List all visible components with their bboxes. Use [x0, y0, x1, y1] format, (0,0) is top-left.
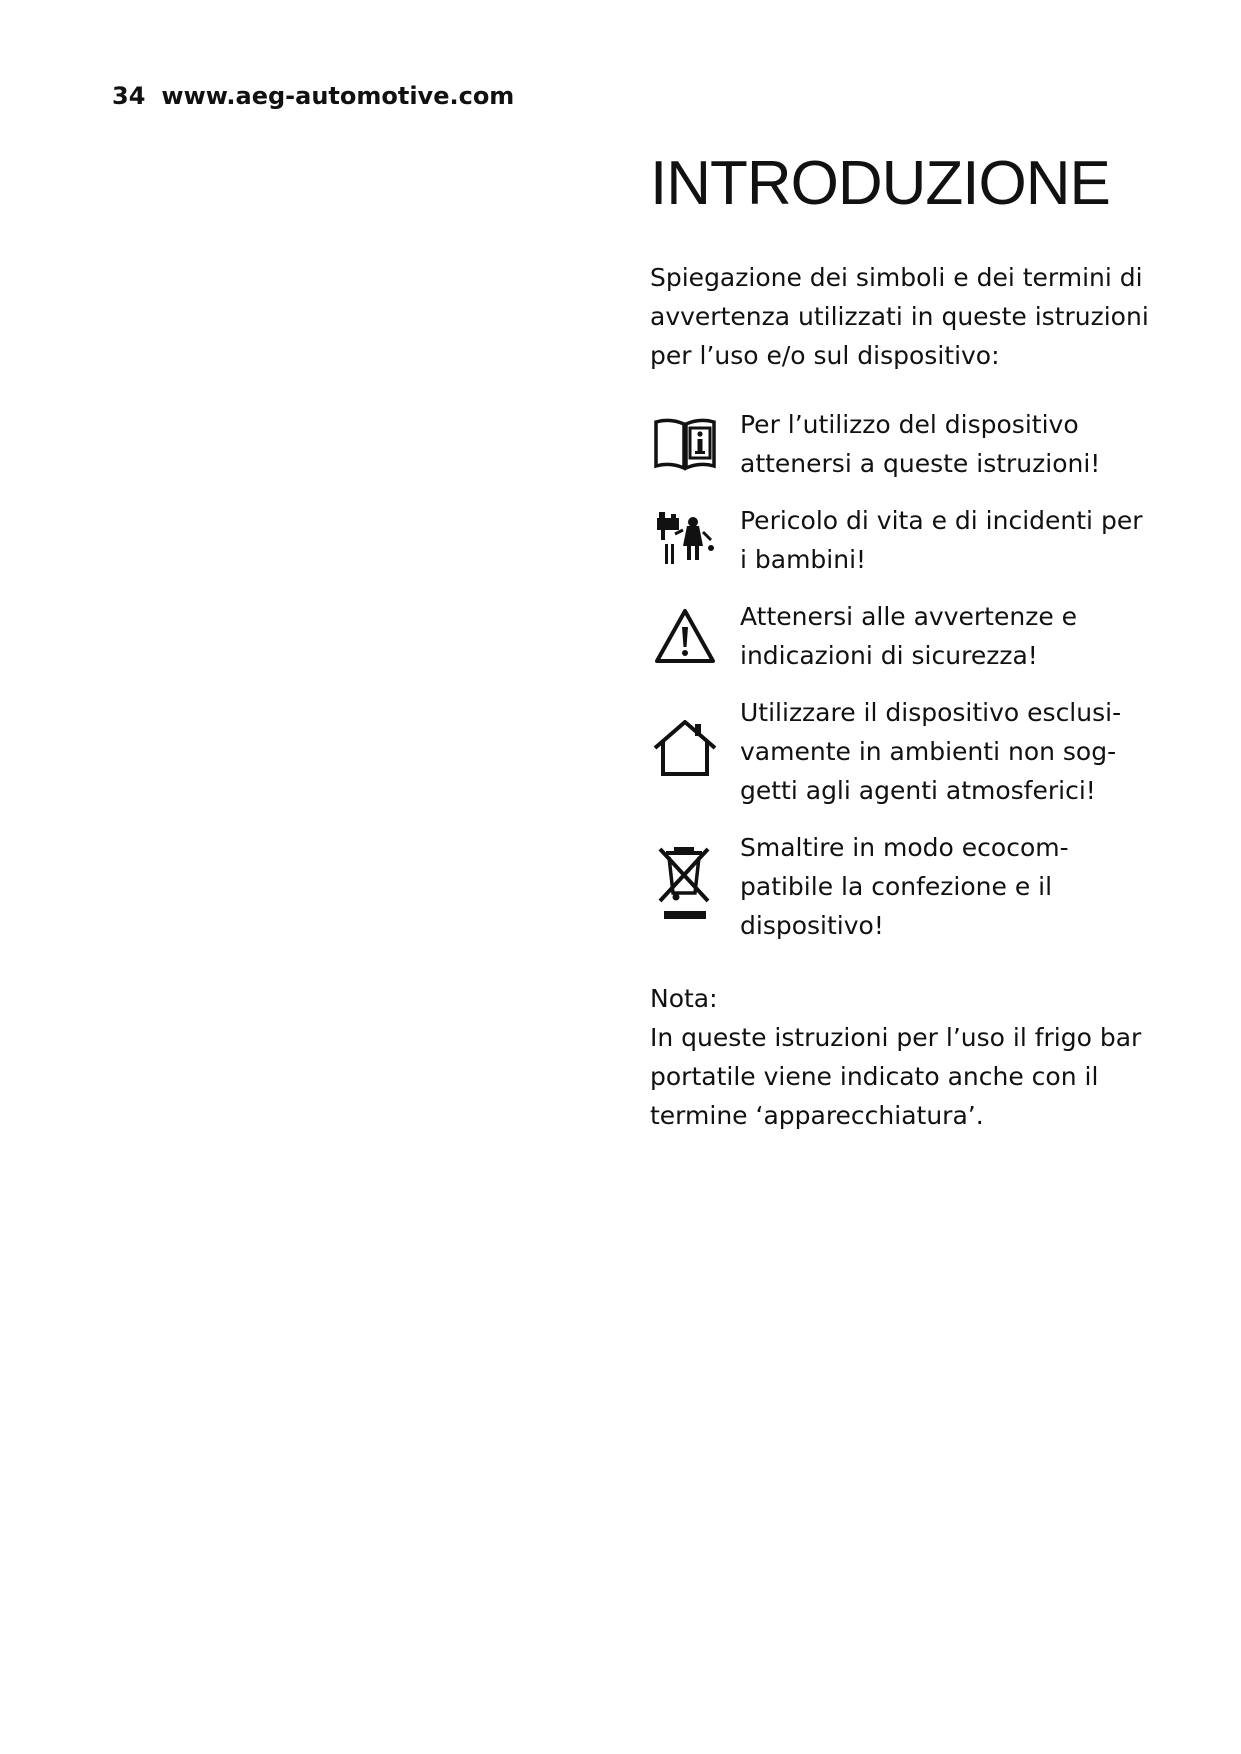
website-link[interactable]: www.aeg-automotive.com — [161, 82, 515, 110]
symbol-item-manual — [650, 405, 1170, 483]
symbol-text: Pericolo di vita e di incidenti per i bambini! — [740, 506, 1143, 575]
indoor-house-icon — [650, 693, 720, 803]
symbol-text: Per l’utilizzo del dispositivo attenersi a queste istruzioni! — [740, 410, 1101, 479]
symbol-item-warning — [650, 597, 1170, 675]
page-header — [112, 82, 514, 110]
main-content — [650, 150, 1170, 1135]
symbol-item-indoor — [650, 693, 1170, 810]
symbol-item-disposal — [650, 828, 1170, 945]
note-label: Nota: — [650, 984, 718, 1014]
symbol-text: Smaltire in modo ecocom-patibile la confezione e il dispositivo! — [740, 833, 1069, 941]
page-number: 34 — [112, 82, 146, 110]
symbol-item-children — [650, 501, 1170, 579]
warning-triangle-icon — [650, 597, 720, 675]
symbol-text: Attenersi alle avvertenze e indicazioni di sicurezza! — [740, 602, 1078, 671]
crossed-bin-icon — [650, 828, 720, 938]
page-title: INTRODUZIONE — [650, 149, 1110, 218]
note-text: In queste istruzioni per l’uso il frigo bar portatile viene indicato anche con il termine ‘apparecchiatura’. — [650, 1023, 1142, 1131]
child-danger-icon — [650, 501, 720, 579]
symbol-list — [650, 405, 1170, 945]
note-block — [650, 979, 1170, 1135]
intro-text: Spiegazione dei simboli e dei termini di avvertenza utilizzati in queste istruzioni per l’uso e/o sul dispositivo: — [650, 263, 1149, 371]
manual-info-icon — [650, 405, 720, 483]
symbol-text: Utilizzare il dispositivo esclusi-vamente in ambienti non sog-getti agli agenti atmosferici! — [740, 698, 1122, 806]
